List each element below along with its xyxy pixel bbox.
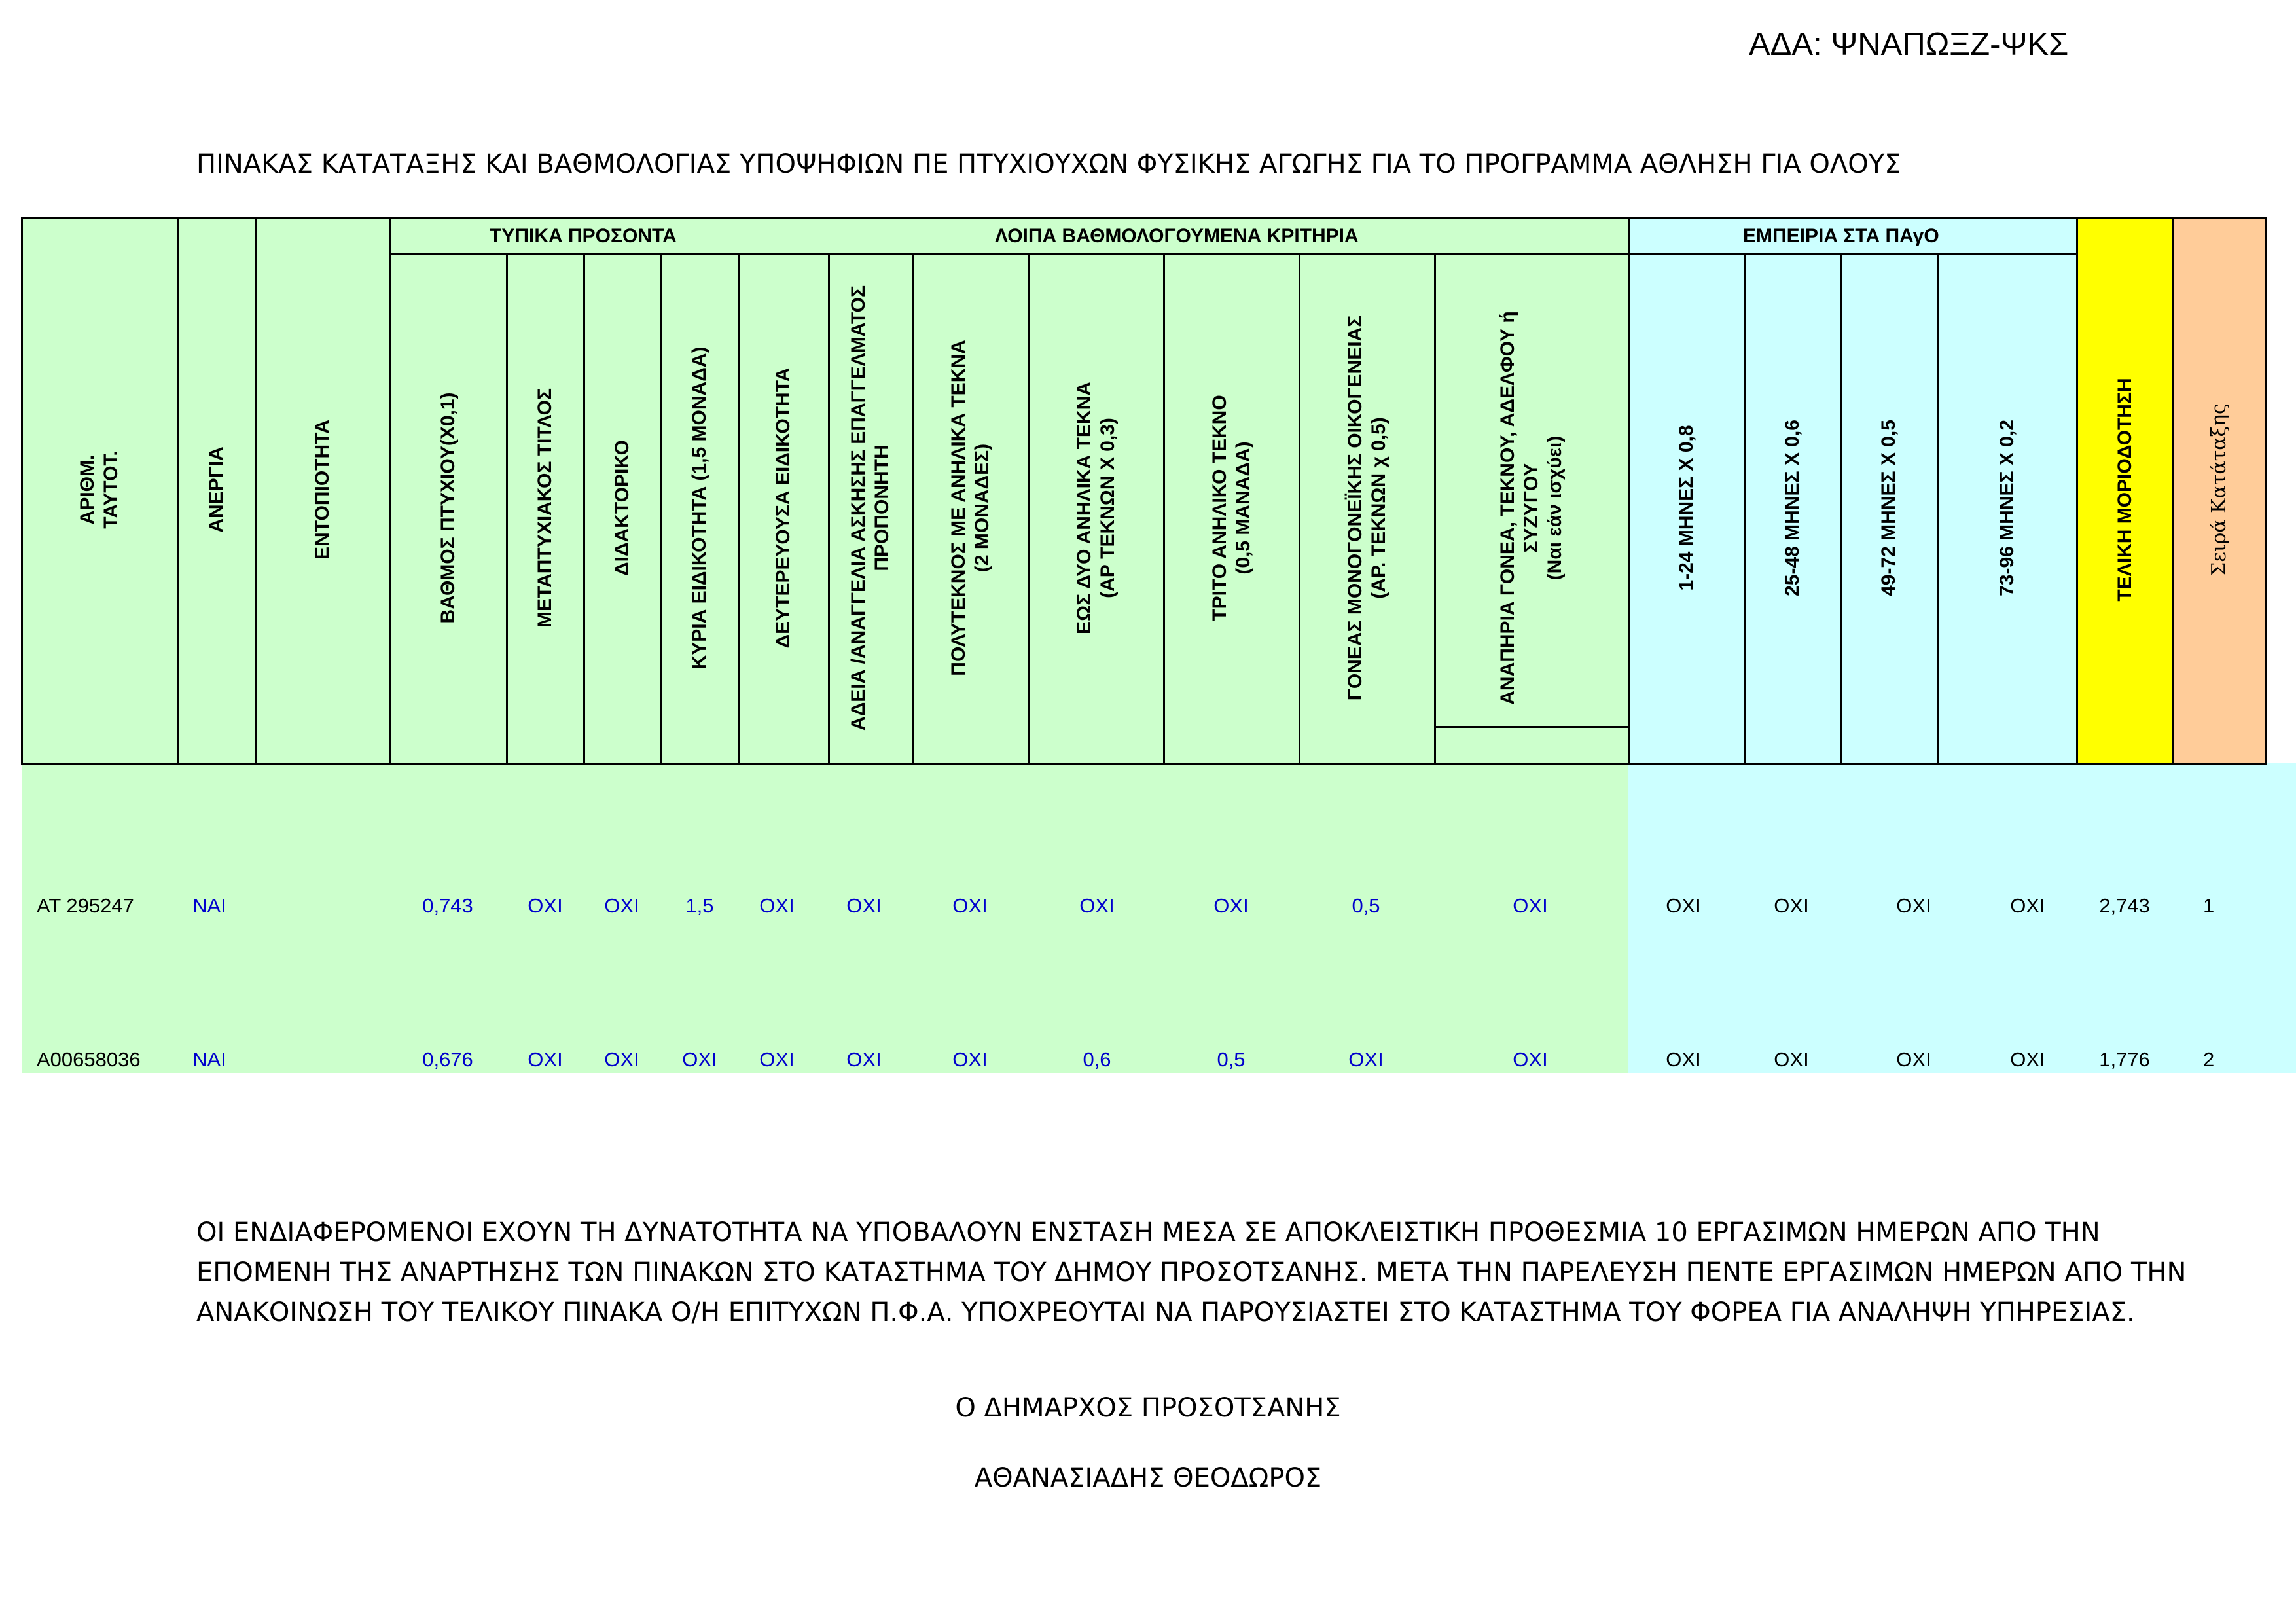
grid-line	[255, 217, 257, 765]
header-cell-kyria	[661, 253, 738, 763]
column-label-line: Σειρά Κατάταξης	[2208, 403, 2231, 576]
column-label-deutereyousa	[772, 367, 795, 648]
cell-seira: 2	[2203, 1048, 2215, 1071]
grid-line	[177, 217, 179, 765]
grid-line	[2172, 217, 2174, 765]
column-label-line: ΔΙΔΑΚΤΟΡΙΚΟ	[611, 439, 633, 576]
column-label-trito	[1208, 395, 1255, 621]
cell-didaktoriko: ΟΧΙ	[604, 1048, 639, 1071]
column-label-line: ΒΑΘΜΟΣ ΠΤΥΧΙΟΥ(Χ0,1)	[437, 391, 459, 624]
column-label-line: 49-72 ΜΗΝΕΣ Χ 0,5	[1878, 419, 1899, 596]
column-label-line: (0,5 ΜΑΝΑΔΑ)	[1232, 441, 1254, 575]
column-label-line: 1-24 ΜΗΝΕΣ Χ 0,8	[1675, 424, 1697, 591]
column-label-line: ΤΡΙΤΟ ΑΝΗΛΙΚΟ ΤΕΚΝΟ	[1208, 394, 1230, 621]
grid-line	[1744, 253, 1746, 765]
cell-m73-96: ΟΧΙ	[2010, 894, 2045, 917]
cell-polyteknos: ΟΧΙ	[952, 894, 988, 917]
column-label-teliki	[2113, 378, 2137, 601]
header-cell-goneas	[1299, 253, 1435, 763]
column-label-m1-24	[1675, 425, 1698, 590]
header-cell-seira	[2173, 217, 2266, 763]
cell-kyria: 1,5	[685, 894, 714, 917]
header-cell-m49-72	[1840, 253, 1937, 763]
cell-polyteknos: ΟΧΙ	[952, 1048, 988, 1071]
column-label-line: (2 ΜΟΝΑΔΕΣ)	[971, 443, 993, 572]
grid-line	[738, 253, 740, 765]
notice-line: ΑΝΑΚΟΙΝΩΣΗ ΤΟΥ ΤΕΛΙΚΟΥ ΠΙΝΑΚΑ Ο/Η ΕΠΙΤΥΧΩΝ Π.Φ.Α. ΥΠΟΧΡΕΟΥΤΑΙ ΝΑ ΠΑΡΟΥΣΙΑΣΤΕΙ ΣΤΟ ΚΑΤΑΣΤΗΜΑ ΤΟΥ ΦΟΡΕΑ ΓΙΑ ΑΝΑΛΗΨΗ ΥΠΗΡΕΣΙΑΣ.	[196, 1297, 2135, 1327]
header-cell-eos-dyo	[1029, 253, 1164, 763]
column-label-seira	[2208, 403, 2231, 576]
header-cell-teliki	[2077, 217, 2173, 763]
group-label-loipa: ΛΟΙΠΑ ΒΑΘΜΟΛΟΓΟΥΜΕΝΑ ΚΡΙΤΗΡΙΑ	[995, 225, 1359, 247]
grid-line	[1299, 253, 1300, 765]
cell-m25-48: ΟΧΙ	[1774, 894, 1809, 917]
cell-trito: ΟΧΙ	[1213, 894, 1249, 917]
cell-m1-24: ΟΧΙ	[1666, 1048, 1701, 1071]
header-cell-anergia	[177, 217, 255, 763]
column-label-m49-72	[1877, 420, 1901, 596]
mayor-title: Ο ΔΗΜΑΡΧΟΣ ΠΡΟΣΟΤΣΑΝΗΣ	[955, 1393, 1341, 1423]
cell-metaptyxiakos: ΟΧΙ	[528, 1048, 563, 1071]
grid-line	[1163, 253, 1165, 765]
column-label-line: (Ναι εάν ισχύει)	[1544, 435, 1566, 580]
column-label-line: ΑΝΕΡΓΙΑ	[205, 446, 227, 533]
header-cell-metaptyxiakos	[507, 253, 584, 763]
grid-line	[1628, 217, 1630, 765]
grid-line	[21, 217, 23, 765]
cyan-row-band	[1628, 763, 2296, 1073]
header-cell-polyteknos	[912, 253, 1029, 763]
column-label-line: 25-48 ΜΗΝΕΣ Χ 0,6	[1781, 419, 1803, 596]
objection-notice	[196, 1213, 2186, 1333]
cell-didaktoriko: ΟΧΙ	[604, 894, 639, 917]
column-label-adeia	[847, 285, 894, 731]
cell-adeia: ΟΧΙ	[846, 1048, 882, 1071]
header-cell-m1-24	[1628, 253, 1744, 763]
cell-metaptyxiakos: ΟΧΙ	[528, 894, 563, 917]
cell-anergia: ΝΑΙ	[192, 1048, 226, 1071]
grid-line	[2265, 217, 2267, 765]
grid-line	[22, 217, 2267, 219]
cell-adeia: ΟΧΙ	[846, 894, 882, 917]
grid-line	[2076, 217, 2078, 765]
column-label-line: ΜΕΤΑΠΤΥΧΙΑΚΟΣ ΤΙΤΛΟΣ	[534, 388, 556, 628]
column-label-line: (ΑΡ. ΤΕΚΝΩΝ χ 0,5)	[1367, 416, 1390, 599]
cell-kyria: ΟΧΙ	[682, 1048, 717, 1071]
column-label-line: ΤΑΥΤΟΤ.	[100, 450, 122, 529]
column-label-line: ΑΔΕΙΑ /ΑΝΑΓΓΕΛΙΑ ΑΣΚΗΣΗΣ ΕΠΑΓΓΕΛΜΑΤΟΣ	[848, 285, 869, 731]
column-label-line: ΠΟΛΥΤΕΚΝΟΣ ΜΕ ΑΝΗΛΙΚΑ ΤΕΚΝΑ	[948, 339, 969, 676]
column-label-didaktoriko	[611, 440, 634, 576]
grid-line	[506, 253, 508, 765]
cell-anergia: ΝΑΙ	[192, 894, 226, 917]
header-cell-vathmos	[390, 253, 507, 763]
grid-line	[912, 253, 914, 765]
cell-goneas: ΟΧΙ	[1348, 1048, 1384, 1071]
green-row-band	[22, 763, 1628, 1073]
mayor-name: ΑΘΑΝΑΣΙΑΔΗΣ ΘΕΟΔΩΡΟΣ	[974, 1463, 1322, 1493]
grid-line	[1840, 253, 1842, 765]
cell-m49-72: ΟΧΙ	[1896, 1048, 1931, 1071]
header-cell-didaktoriko	[584, 253, 661, 763]
column-label-line: ΠΡΟΠΟΝΗΤΗ	[871, 444, 893, 571]
cell-goneas: 0,5	[1352, 894, 1380, 917]
cell-vathmos: 0,676	[422, 1048, 473, 1071]
column-label-m25-48	[1781, 420, 1804, 596]
group-label-typika: ΤΥΠΙΚΑ ΠΡΟΣΟΝΤΑ	[490, 225, 677, 247]
grid-line	[1434, 253, 1436, 765]
grid-line	[1937, 253, 1939, 765]
column-label-line: ΓΟΝΕΑΣ ΜΟΝΟΓΟΝΕΪΚΗΣ ΟΙΚΟΓΕΝΕΙΑΣ	[1344, 315, 1366, 700]
column-label-entopiotita	[311, 420, 334, 560]
grid-line	[389, 217, 391, 765]
header-cell-adeia	[829, 253, 912, 763]
column-label-anapiria	[1496, 311, 1567, 705]
column-label-kyria	[688, 346, 711, 669]
grid-line	[660, 253, 662, 765]
column-label-line: ΣΥΖΥΓΟΥ	[1520, 463, 1542, 552]
cell-id: AT 295247	[37, 894, 134, 917]
header-cell-m25-48	[1744, 253, 1840, 763]
header-cell-id	[22, 217, 177, 763]
cell-vathmos: 0,743	[422, 894, 473, 917]
column-label-polyteknos	[947, 340, 994, 676]
cell-deutereyousa: ΟΧΙ	[759, 1048, 795, 1071]
cell-anapiria: ΟΧΙ	[1513, 894, 1548, 917]
header-cell-m73-96	[1937, 253, 2077, 763]
column-label-line: ΚΥΡΙΑ ΕΙΔΙΚΟΤΗΤΑ (1,5 ΜΟΝΑΔΑ)	[689, 346, 710, 669]
grid-line	[583, 253, 585, 765]
column-label-m73-96	[1996, 420, 2019, 596]
header-cell-entopiotita	[255, 217, 390, 763]
header-cell-deutereyousa	[738, 253, 829, 763]
cell-m1-24: ΟΧΙ	[1666, 894, 1701, 917]
cell-eos-dyo: 0,6	[1083, 1048, 1111, 1071]
column-label-line: ΑΝΑΠΗΡΙΑ ΓΟΝΕΑ, ΤΕΚΝΟΥ, ΑΔΕΛΦΟΥ ή	[1497, 310, 1518, 705]
document-title: ΠΙΝΑΚΑΣ ΚΑΤΑΤΑΞΗΣ ΚΑΙ ΒΑΘΜΟΛΟΓΙΑΣ ΥΠΟΨΗΦΙΩΝ ΠΕ ΠΤΥΧΙΟΥΧΩΝ ΦΥΣΙΚΗΣ ΑΓΩΓΗΣ ΓΙΑ ΤΟ ΠΡΟΓΡΑΜΜΑ ΑΘΛΗΣΗ ΓΙΑ ΟΛΟΥΣ	[196, 149, 1901, 179]
grid-line	[22, 763, 2267, 765]
column-label-line: ΤΕΛΙΚΗ ΜΟΡΙΟΔΟΤΗΣΗ	[2113, 378, 2136, 602]
column-label-line: ΔΕΥΤΕΡΕΥΟΥΣΑ ΕΙΔΙΚΟΤΗΤΑ	[772, 367, 794, 648]
grid-line	[828, 253, 830, 765]
cell-seira: 1	[2203, 894, 2215, 917]
column-label-anergia	[205, 446, 228, 532]
notice-line: ΟΙ ΕΝΔΙΑΦΕΡΟΜΕΝΟΙ ΕΧΟΥΝ ΤΗ ΔΥΝΑΤΟΤΗΤΑ ΝΑ ΥΠΟΒΑΛΟΥΝ ΕΝΣΤΑΣΗ ΜΕΣΑ ΣΕ ΑΠΟΚΛΕΙΣΤΙΚΗ ΠΡΟΘΕΣΜΙΑ 10 ΕΡΓΑΣΙΜΩΝ ΗΜΕΡΩΝ ΑΠΟ ΤΗΝ	[196, 1218, 2100, 1248]
grid-line	[1435, 726, 1628, 728]
notice-line: ΕΠΟΜΕΝΗ ΤΗΣ ΑΝΑΡΤΗΣΗΣ ΤΩΝ ΠΙΝΑΚΩΝ ΣΤΟ ΚΑΤΑΣΤΗΜΑ ΤΟΥ ΔΗΜΟΥ ΠΡΟΣΟΤΣΑΝΗΣ. ΜΕΤΑ ΤΗΝ ΠΑΡΕΛΕΥΣΗ ΠΕΝΤΕ ΕΡΓΑΣΙΜΩΝ ΗΜΕΡΩΝ ΑΠΟ ΤΗΝ	[196, 1257, 2187, 1288]
column-label-vathmos	[437, 392, 460, 623]
header-cell-anapiria	[1435, 253, 1628, 763]
column-label-eos-dyo	[1073, 382, 1120, 634]
column-label-id	[76, 450, 123, 529]
grid-line	[1028, 253, 1030, 765]
column-label-metaptyxiakos	[533, 388, 557, 627]
cell-m49-72: ΟΧΙ	[1896, 894, 1931, 917]
ada-code: ΑΔΑ: ΨΝΑΠΩΞΖ-ΨΚΣ	[1749, 27, 2069, 62]
cell-id: A00658036	[37, 1048, 141, 1071]
column-label-line: ΕΝΤΟΠΙΟΤΗΤΑ	[312, 420, 333, 560]
group-label-empeiria: ΕΜΠΕΙΡΙΑ ΣΤΑ ΠΑγΟ	[1743, 225, 1939, 247]
cell-trito: 0,5	[1217, 1048, 1246, 1071]
cell-teliki: 2,743	[2099, 894, 2150, 917]
cell-eos-dyo: ΟΧΙ	[1079, 894, 1115, 917]
column-label-goneas	[1344, 315, 1391, 700]
column-label-line: (ΑΡ ΤΕΚΝΩΝ Χ 0,3)	[1097, 417, 1119, 598]
column-label-line: ΕΩΣ ΔΥΟ ΑΝΗΛΙΚΑ ΤΕΚΝΑ	[1073, 381, 1095, 634]
column-label-line: ΑΡΙΘΜ.	[77, 454, 98, 525]
cell-anapiria: ΟΧΙ	[1513, 1048, 1548, 1071]
cell-deutereyousa: ΟΧΙ	[759, 894, 795, 917]
cell-teliki: 1,776	[2099, 1048, 2150, 1071]
cell-m25-48: ΟΧΙ	[1774, 1048, 1809, 1071]
column-label-line: 73-96 ΜΗΝΕΣ Χ 0,2	[1996, 419, 2018, 596]
cell-m73-96: ΟΧΙ	[2010, 1048, 2045, 1071]
header-cell-trito	[1164, 253, 1299, 763]
grid-line	[390, 253, 2077, 255]
